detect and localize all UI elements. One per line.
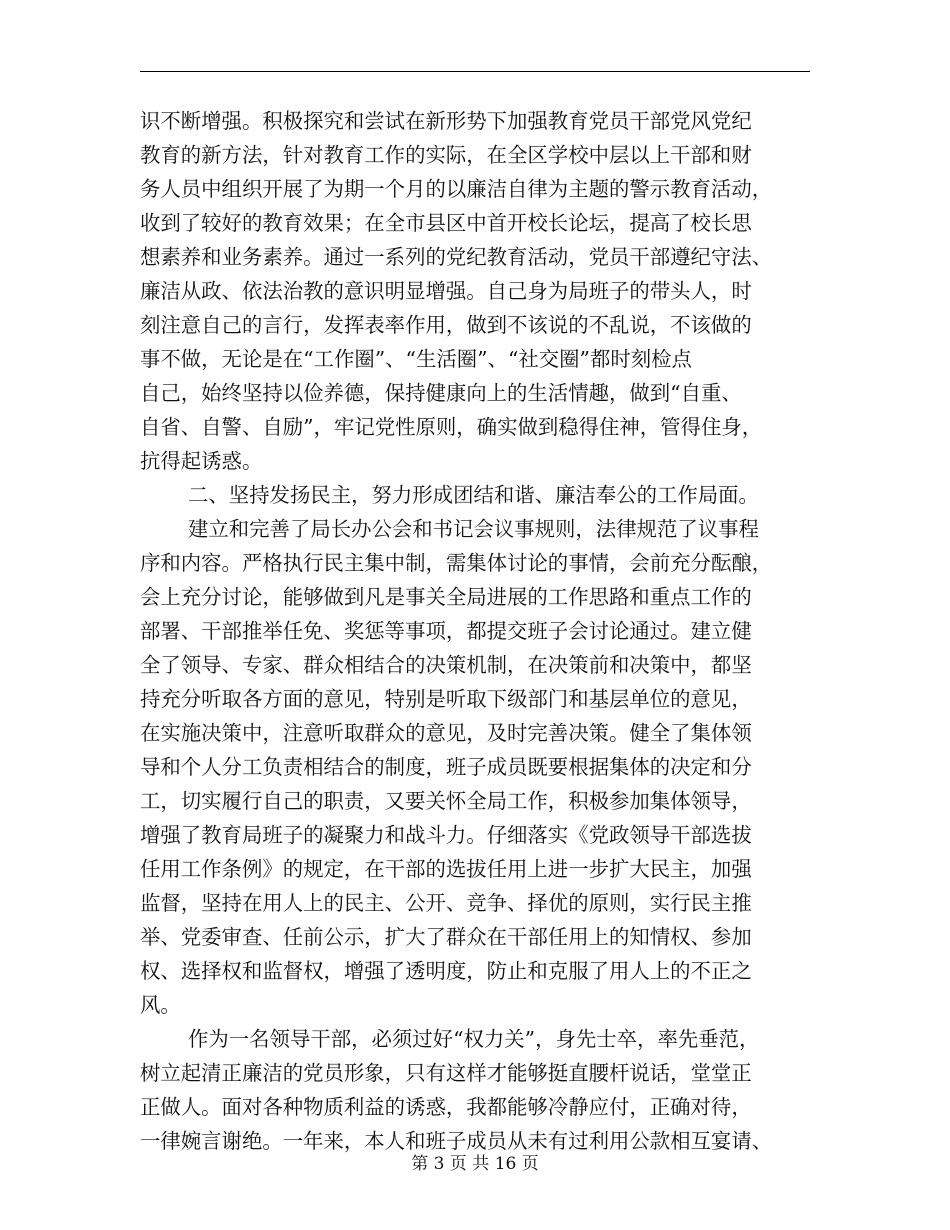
text-line: 抗得起诱惑。 — [140, 449, 263, 473]
text-line: 任用工作条例》的规定，在干部的选拔任用上进一步扩大民主，加强 — [140, 857, 752, 881]
text-line: 正做人。面对各种物质利益的诱惑，我都能够冷静应付，正确对待， — [140, 1095, 752, 1119]
text-line: 增强了教育局班子的凝聚力和战斗力。仔细落实《党政领导干部选拔 — [140, 823, 752, 847]
text-line: 教育的新方法，针对教育工作的实际，在全区学校中层以上干部和财 — [140, 143, 752, 167]
text-line: 序和内容。严格执行民主集中制，需集体讨论的事情，会前充分酝酿， — [140, 551, 773, 575]
text-line: 部署、干部推举任免、奖惩等事项，都提交班子会讨论通过。建立健 — [140, 619, 752, 643]
text-line: 会上充分讨论，能够做到凡是事关全局进展的工作思路和重点工作的 — [140, 585, 752, 609]
text-line: 自己，始终坚持以俭养德，保持健康向上的生活情趣，做到“自重、 — [140, 381, 742, 405]
text-line: 事不做，无论是在“工作圈”、“生活圈”、“社交圈”都时刻检点 — [140, 347, 692, 371]
text-line: 作为一名领导干部，必须过好“权力关”，身先士卒，率先垂范， — [188, 1027, 760, 1051]
header-rule — [140, 71, 810, 72]
text-line: 识不断增强。积极探究和尝试在新形势下加强教育党员干部党风党纪 — [140, 109, 752, 133]
text-line: 持充分听取各方面的意见，特别是听取下级部门和基层单位的意见， — [140, 687, 752, 711]
text-line: 权、选择权和监督权，增强了透明度，防止和克服了用人上的不正之 — [140, 959, 752, 983]
body-text — [140, 104, 812, 1158]
text-line: 树立起清正廉洁的党员形象，只有这样才能够挺直腰杆说话，堂堂正 — [140, 1061, 752, 1085]
text-line: 一律婉言谢绝。一年来，本人和班子成员从未有过利用公款相互宴请、 — [140, 1129, 773, 1153]
text-line: 务人员中组织开展了为期一个月的以廉洁自律为主题的警示教育活动， — [140, 177, 773, 201]
text-line: 廉洁从政、依法治教的意识明显增强。自己身为局班子的带头人，时 — [140, 279, 752, 303]
text-line: 建立和完善了局长办公会和书记会议事规则，法律规范了议事程 — [188, 517, 759, 541]
text-line: 导和个人分工负责相结合的制度，班子成员既要根据集体的决定和分 — [140, 755, 752, 779]
text-line: 刻注意自己的言行，发挥表率作用，做到不该说的不乱说，不该做的 — [140, 313, 752, 337]
text-line: 监督，坚持在用人上的民主、公开、竞争、择优的原则，实行民主推 — [140, 891, 752, 915]
text-line: 在实施决策中，注意听取群众的意见，及时完善决策。健全了集体领 — [140, 721, 752, 745]
text-line: 自省、自警、自励”，牢记党性原则，确实做到稳得住神，管得住身， — [140, 415, 763, 439]
text-line: 二、坚持发扬民主，努力形成团结和谐、廉洁奉公的工作局面。 — [188, 483, 759, 507]
text-line: 想素养和业务素养。通过一系列的党纪教育活动，党员干部遵纪守法、 — [140, 245, 773, 269]
text-line: 举、党委审查、任前公示，扩大了群众在干部任用上的知情权、参加 — [140, 925, 752, 949]
text-line: 工，切实履行自己的职责，又要关怀全局工作，积极参加集体领导， — [140, 789, 752, 813]
text-line: 风。 — [140, 993, 181, 1017]
text-line: 全了领导、专家、群众相结合的决策机制，在决策前和决策中，都坚 — [140, 653, 752, 677]
page-footer: 第 3 页 共 16 页 — [411, 1154, 539, 1174]
text-line: 收到了较好的教育效果；在全市县区中首开校长论坛，提高了校长思 — [140, 211, 752, 235]
